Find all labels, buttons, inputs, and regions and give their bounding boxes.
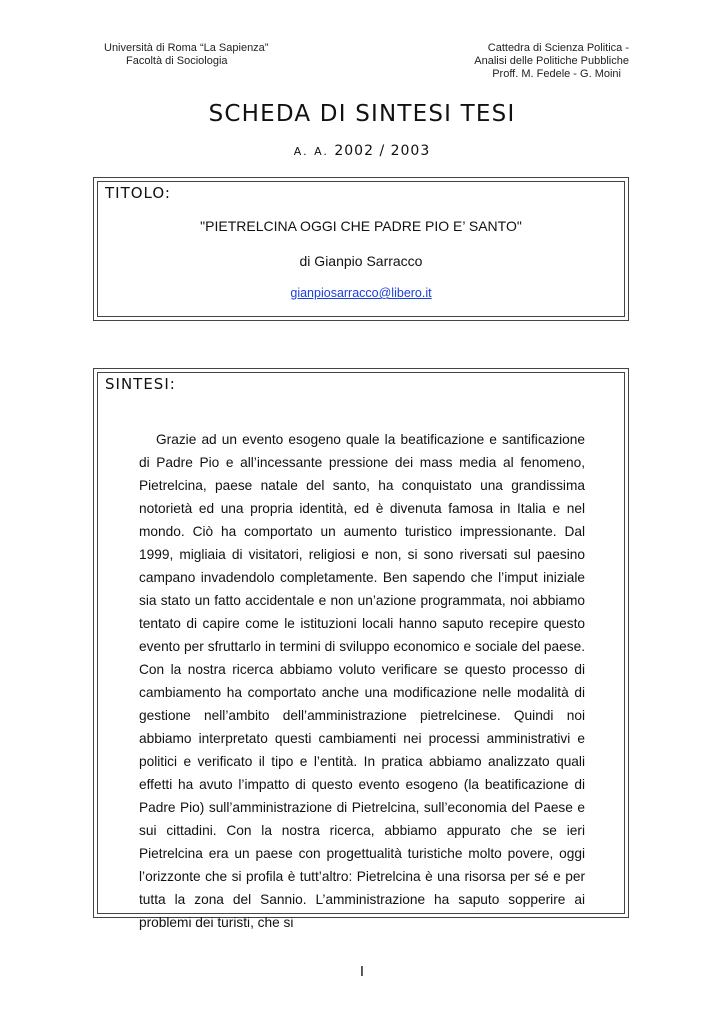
- header-right: [474, 42, 629, 81]
- author-email-link[interactable]: gianpiosarracco@libero.it: [290, 286, 432, 300]
- academic-year-value: 2002 / 2003: [334, 143, 431, 159]
- course-name: Analisi delle Politiche Pubbliche: [474, 55, 629, 67]
- university-name: Università di Roma “La Sapienza”: [104, 42, 269, 54]
- faculty-name: Facoltà di Sociologia: [126, 55, 228, 67]
- academic-year: [0, 143, 724, 159]
- summary-label: SINTESI:: [105, 375, 176, 393]
- summary-paragraph: Grazie ad un evento esogeno quale la beatificazione e santificazione di Padre Pio e all’incessante pressione dei mass media al fenomeno, Pietrelcina, paese natale del santo, ha conquistato una grandissima notorietà ed una propria identità, ed è divenuta famosa in Italia e nel mondo. Ciò ha comportato un aumento turistico impressionante. Dal 1999, migliaia di visitatori, religiosi e non, si sono riversati sul paesino campano invadendolo completamente. Ben sapendo che l’imput iniziale sia stato un fatto accidentale e non un’azione programmata, noi abbiamo tentato di capire come le istituzioni locali hanno saputo recepire questo evento per sfruttarlo in termini di sviluppo economico e sociale del paese. Con la nostra ricerca abbiamo voluto verificare se questo processo di cambiamento ha comportato anche una modificazione nelle modalità di gestione nell’ambito dell’amministrazione pietrelcinese. Quindi noi abbiamo interpretato questi cambiamenti nei processi amministrativi e politici e verificato il tipo e l’entità. In pratica abbiamo analizzato quali effetti ha avuto l’impatto di questo evento esogeno (la beatificazione di Padre Pio) sull’amministrazione di Pietrelcina, sull’economia del Paese e sui cittadini. Con la nostra ricerca, abbiamo appurato che se ieri Pietrelcina era un paese con progettualità turistiche molto povere, oggi l’orizzonte che si profila è tutt’altro: Pietrelcina è una risorsa per sé e per tutta la zona del Sannio. L’amministrazione ha saputo sopperire ai problemi dei turisti, che si: [139, 432, 585, 930]
- title-label: TITOLO:: [105, 184, 171, 202]
- page-title: SCHEDA DI SINTESI TESI: [208, 101, 516, 127]
- academic-year-prefix: A. A.: [293, 145, 329, 158]
- title-box-frame: [97, 181, 625, 317]
- header-left: [104, 42, 268, 68]
- summary-box-frame: [97, 372, 625, 930]
- title-box: [93, 177, 629, 321]
- summary-box: [93, 368, 629, 930]
- thesis-title: "PIETRELCINA OGGI CHE PADRE PIO E’ SANTO": [200, 218, 522, 234]
- page-number: I: [359, 963, 365, 980]
- summary-text: [139, 428, 585, 934]
- chair-name: Cattedra di Scienza Politica -: [487, 42, 629, 54]
- professors: Proff. M. Fedele - G. Moini: [492, 68, 621, 80]
- thesis-author: di Gianpio Sarracco: [299, 253, 423, 269]
